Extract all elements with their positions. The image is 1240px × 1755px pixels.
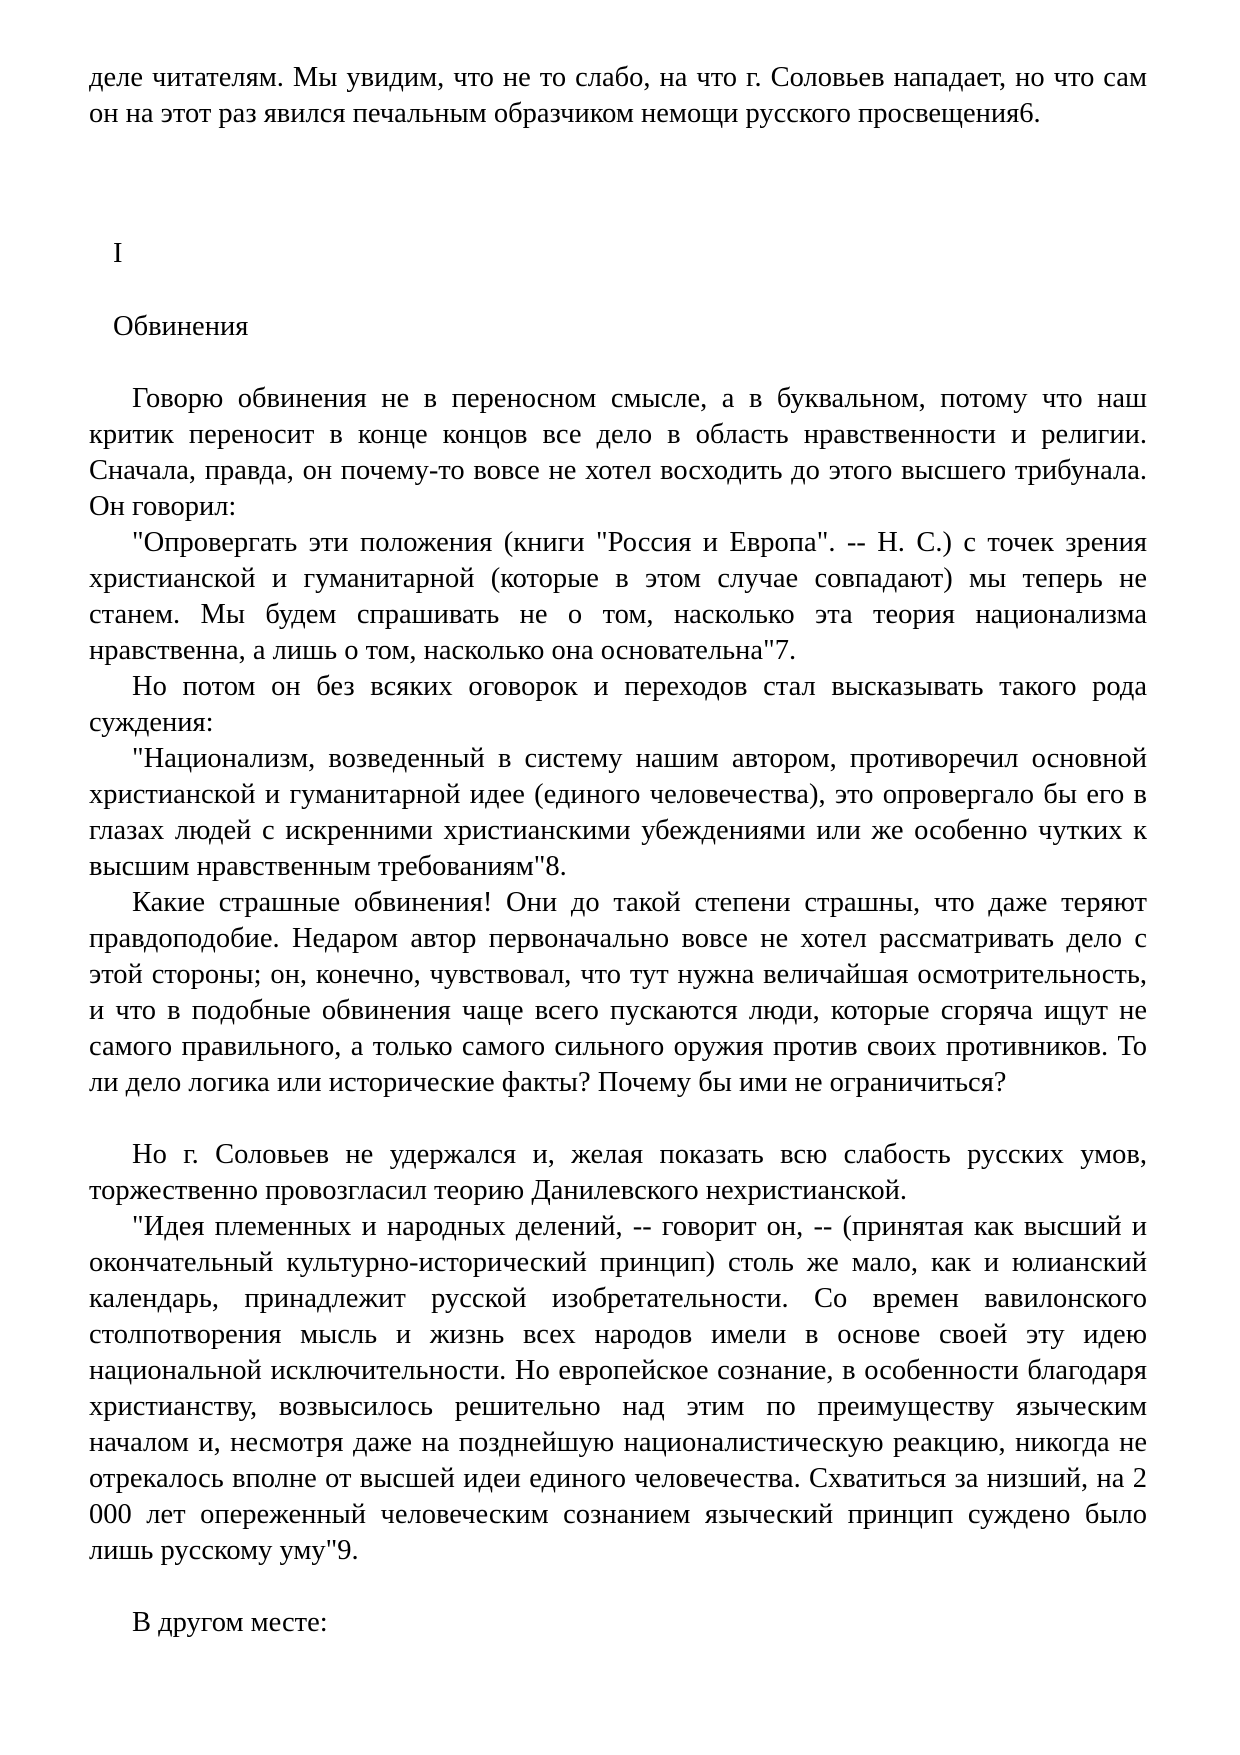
quote-paragraph: "Идея племенных и народных делений, -- говорит он, -- (принятая как высший и окончательный культурно-исторический принцип) столь же мало, как и юлианский календарь, принадлежит русской изобретательности. Со времен вавилонского столпотворения мысль и жизнь всех народов имели в основе своей эту идею национальной исключительности. Но европейское сознание, в особенности благодаря христианству, возвысилось решительно над этим по преимуществу языческим началом и, несмотря даже на позднейшую националистическую реакцию, никогда не отрекалось вполне от высшей идеи единого человечества. Схватиться за низший, на 2 000 лет опереженный человеческим сознанием языческий принцип суждено было лишь русскому уму"9. bbox=[89, 1211, 1147, 1566]
paragraph: Говорю обвинения не в переносном смысле, а в буквальном, потому что наш критик переносит в конце концов все дело в область нравственности и религии. Сначала, правда, он почему-то вовсе не хотел восходить до этого высшего трибунала. Он говорил: bbox=[89, 383, 1147, 522]
intro-paragraph: деле читателям. Мы увидим, что не то слабо, на что г. Соловьев нападает, но что сам он на этот раз явился печальным образчиком немощи русского просвещения6. bbox=[89, 62, 1147, 129]
quote-paragraph: "Национализм, возведенный в систему нашим автором, противоречил основной христианской и гуманитарной идее (единого человечества), это опровергало бы его в глазах людей с искренними христианскими убеждениями или же особенно чутких к высшим нравственным требованиям"8. bbox=[89, 743, 1147, 882]
paragraph: Но г. Соловьев не удержался и, желая показать всю слабость русских умов, торжественно провозгласил теорию Данилевского нехристианской. bbox=[89, 1139, 1147, 1206]
section-title: Обвинения bbox=[113, 311, 249, 342]
quote-paragraph: "Опровергать эти положения (книги "Россия и Европа". -- Н. С.) с точек зрения христианской и гуманитарной (которые в этом случае совпадают) мы теперь не станем. Мы будем спрашивать не о том, насколько эта теория национализма нравственна, а лишь о том, насколько она основательна"7. bbox=[89, 527, 1147, 666]
section-number: I bbox=[113, 238, 123, 269]
paragraph: В другом месте: bbox=[132, 1607, 328, 1638]
paragraph: Какие страшные обвинения! Они до такой степени страшны, что даже теряют правдоподобие. Недаром автор первоначально вовсе не хотел рассматривать дело с этой стороны; он, конечно, чувствовал, что тут нужна величайшая осмотрительность, и что в подобные обвинения чаще всего пускаются люди, которые сгоряча ищут не самого правильного, а только самого сильного оружия против своих противников. То ли дело логика или исторические факты? Почему бы ими не ограничиться? bbox=[89, 887, 1147, 1098]
paragraph: Но потом он без всяких оговорок и переходов стал высказывать такого рода суждения: bbox=[89, 671, 1147, 738]
